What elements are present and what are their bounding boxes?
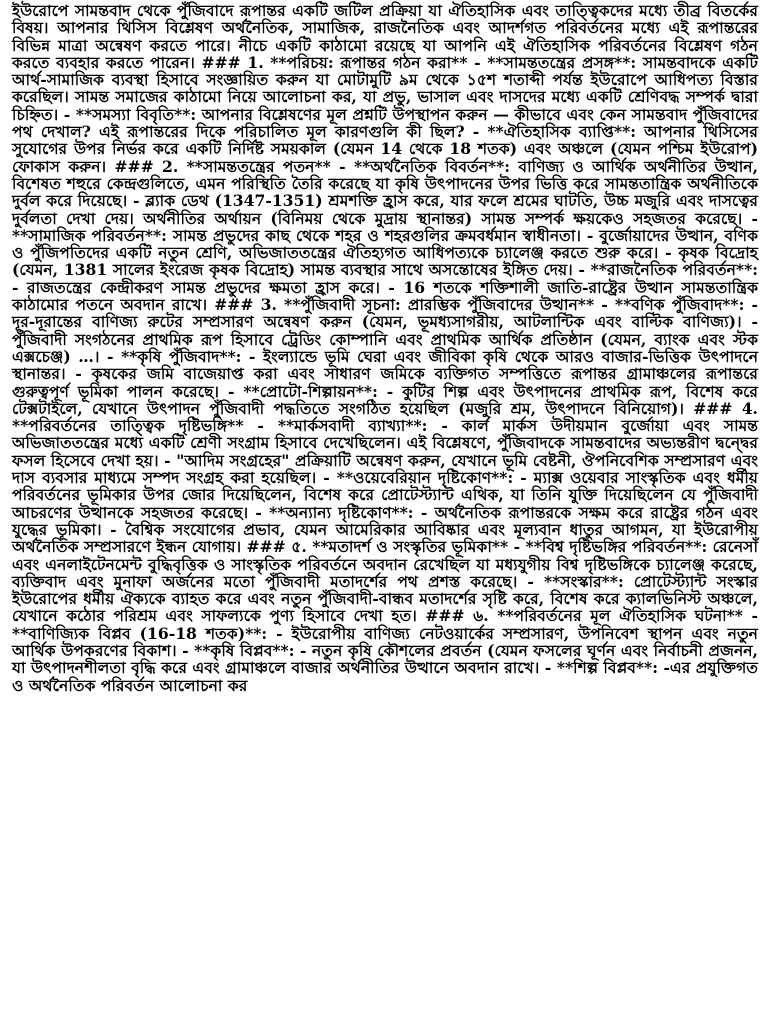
document-body-text: ইউরোপে সামন্তবাদ থেকে পুঁজিবাদে রূপান্তর একটি জটিল প্রক্রিয়া যা ঐতিহাসিক এবং তাত্ত্বিকদের মধ্যে তীব্র বিতর্কের বিষয়। আপনার থিসিস বিশ্লেষণ অর্থনৈতিক, সামাজিক, রাজনৈতিক এবং আদর্শগত পরিবর্তনের মধ্যে এই রূপান্তরের বিভিন্ন মাত্রা অন্বেষণ করতে পারে। নীচে একটি কাঠামো রয়েছে যা আপনি এই ঐতিহাসিক পরিবর্তনের বিশ্লেষণ গঠন করতে ব্যবহার করতে পারেন। ### 1. **পরিচয়: রূপান্তর গঠন করা** - **সামন্ততন্ত্রের প্রসঙ্গ**: সামন্তবাদকে একটি আর্থ-সামাজিক ব্যবস্থা হিসাবে সংজ্ঞায়িত করুন যা মোটামুটি ৯ম থেকে ১৫শ শতাব্দী পর্যন্ত ইউরোপে আধিপত্য বিস্তার করেছিল। সামন্ত সমাজের কাঠামো নিয়ে আলোচনা কর, যা প্রভু, ভাসাল এবং দাসদের মধ্যে একটি শ্রেণিবদ্ধ সম্পর্ক দ্বারা চিহ্নিত। - **সমস্যা বিবৃতি**: আপনার বিশ্লেষণের মূল প্রশ্নটি উপস্থাপন করুন — কীভাবে এবং কেন সামন্তবাদ পুঁজিবাদের পথ দেখাল? এই রূপান্তরের দিকে পরিচালিত মূল কারণগুলি কী ছিল? - **ঐতিহাসিক ব্যাপ্তি**: আপনার থিসিসের সুযোগের উপর নির্ভর করে একটি নির্দিষ্ট সময়কাল (যেমন 14 থেকে 18 শতক) এবং অঞ্চলে (যেমন পশ্চিম ইউরোপ) ফোকাস করুন। ### 2. **সামন্ততন্ত্রের পতন** - **অর্থনৈতিক বিবর্তন**: বাণিজ্য ও আর্থিক অর্থনীতির উত্থান, বিশেষত শহুরে কেন্দ্রগুলিতে, এমন পরিস্থিতি তৈরি করেছে যা কৃষি উৎপাদনের উপর ভিত্তি করে সামন্ততান্ত্রিক অর্থনীতিকে দুর্বল করে দিয়েছে। - ব্ল্যাক ডেথ (1347-1351) শ্রমশক্তি হ্রাস করে, যার ফলে শ্রমের ঘাটতি, উচ্চ মজুরি এবং দাসত্বের দুর্বলতা দেখা দেয়। অর্থনীতির অর্থায়ন (বিনিময় থেকে মুদ্রায় স্থানান্তর) সামন্ত সম্পর্ক ক্ষয়কেও সহজতর করেছে। - **সামাজিক পরিবর্তন**: সামন্ত প্রভুদের কাছ থেকে শহর ও শহরগুলির ক্রমবর্ধমান স্বাধীনতা। - বুর্জোয়াদের উত্থান, বণিক ও পুঁজিপতিদের একটি নতুন শ্রেণি, অভিজাততন্ত্রের ঐতিহ্যগত আধিপত্যকে চ্যালেঞ্জ করতে শুরু করে। - কৃষক বিদ্রোহ (যেমন, 1381 সালের ইংরেজ কৃষক বিদ্রোহ) সামন্ত ব্যবস্থার সাথে অসন্তোষের ইঙ্গিত দেয়। - **রাজনৈতিক পরিবর্তন**: - রাজতন্ত্রের কেন্দ্রীকরণ সামন্ত প্রভুদের ক্ষমতা হ্রাস করে। - 16 শতকে শক্তিশালী জাতি-রাষ্ট্রের উত্থান সামন্ততান্ত্রিক কাঠামোর পতনে অবদান রাখে। ### 3. **পুঁজিবাদী সূচনা: প্রারম্ভিক পুঁজিবাদের উত্থান** - **বণিক পুঁজিবাদ**: - দূর-দূরান্তের বাণিজ্য রুটের সম্প্রসারণ অন্বেষণ করুন (যেমন, ভূমধ্যসাগরীয়, আটলান্টিক এবং বাল্টিক বাণিজ্য)। - পুঁজিবাদী সংগঠনের প্রাথমিক রূপ হিসাবে ট্রেডিং কোম্পানি এবং প্রাথমিক আর্থিক প্রতিষ্ঠান (যেমন, ব্যাংক এবং স্টক এক্সচেঞ্জ) …। - **কৃষি পুঁজিবাদ**: - ইংল্যান্ডে ভূমি ঘেরা এবং জীবিকা কৃষি থেকে আরও বাজার-ভিত্তিক উৎপাদনে স্থানান্তর। - কৃষকের জমি বাজেয়াপ্ত করা এবং সাধারণ জমিকে ব্যক্তিগত সম্পত্তিতে রূপান্তর গ্রামাঞ্চলের রূপান্তরে গুরুত্বপূর্ণ ভূমিকা পালন করেছে। - **প্রোটো-শিল্পায়ন**: - কুটির শিল্প এবং উৎপাদনের প্রাথমিক রূপ, বিশেষ করে টেক্সটাইলে, যেখানে উৎপাদন পুঁজিবাদী পদ্ধতিতে সংগঠিত হয়েছিল (মজুরি শ্রম, উৎপাদনে বিনিয়োগ)। ### 4. **পরিবর্তনের তাত্ত্বিক দৃষ্টিভঙ্গি** - **মার্কসবাদী ব্যাখ্যা**: - কার্ল মার্কস উদীয়মান বুর্জোয়া এবং সামন্ত অভিজাততন্ত্রের মধ্যে একটি শ্রেণী সংগ্রাম হিসাবে দেখেছিলেন। এই বিশ্লেষণে, পুঁজিবাদকে সামন্তবাদের অভ্যন্তরীণ দ্বন্দ্বের ফসল হিসেবে দেখা হয়। - "আদিম সংগ্রহের" প্রক্রিয়াটি অন্বেষণ করুন, যেখানে ভূমি বেষ্টনী, ঔপনিবেশিক সম্প্রসারণ এবং দাস ব্যবসার মাধ্যমে সম্পদ সংগ্রহ করা হয়েছিল। - **ওয়েবেরিয়ান দৃষ্টিকোণ**: - ম্যাক্স ওয়েবার সাংস্কৃতিক এবং ধর্মীয় পরিবর্তনের ভূমিকার উপর জোর দিয়েছিলেন, বিশেষ করে প্রোটেস্ট্যান্ট এথিক, যা তিনি যুক্তি দিয়েছিলেন যে পুঁজিবাদী আচরণের উত্থানকে সহজতর করেছে। - **অন্যান্য দৃষ্টিকোণ**: - অর্থনৈতিক রূপান্তরকে সক্ষম করে রাষ্ট্রের গঠন এবং যুদ্ধের ভূমিকা। - বৈশ্বিক সংযোগের প্রভাব, যেমন আমেরিকার আবিষ্কার এবং মূল্যবান ধাতুর আগমন, যা ইউরোপীয় অর্থনৈতিক সম্প্রসারণে ইন্ধন যোগায়। ### ৫. **মতাদর্শ ও সংস্কৃতির ভূমিকা** - **বিশ্ব দৃষ্টিভঙ্গির পরিবর্তন**: রেনেসাঁ এবং এনলাইটেনমেন্ট বুদ্ধিবৃত্তিক ও সাংস্কৃতিক পরিবর্তনে অবদান রেখেছিল যা মধ্যযুগীয় বিশ্ব দৃষ্টিভঙ্গিকে চ্যালেঞ্জ করেছে, ব্যক্তিবাদ এবং মুনাফা অর্জনের মতো পুঁজিবাদী মতাদর্শের পথ প্রশস্ত করেছে। - **সংস্কার**: প্রোটেস্ট্যান্ট সংস্কার ইউরোপের ধর্মীয় ঐক্যকে ব্যাহত করে এবং নতুন পুঁজিবাদী-বান্ধব মতাদর্শের সৃষ্টি করে, বিশেষ করে ক্যালভিনিস্ট অঞ্চলে, যেখানে কঠোর পরিশ্রম এবং সাফল্যকে পুণ্য হিসাবে দেখা হত। ### ৬. **পরিবর্তনের মূল ঐতিহাসিক ঘটনা** - **বাণিজ্যিক বিপ্লব (16-18 শতক)**: - ইউরোপীয় বাণিজ্য নেটওয়ার্কের সম্প্রসারণ, উপনিবেশ স্থাপন এবং নতুন আর্থিক উপকরণের বিকাশ। - **কৃষি বিপ্লব**: - নতুন কৃষি কৌশলের প্রবর্তন (যেমন ফসলের ঘূর্ণন এবং নির্বাচনী প্রজনন, যা উৎপাদনশীলতা বৃদ্ধি করে এবং গ্রামাঞ্চলে বাজার অর্থনীতির উত্থানে অবদান রাখে। - **শিল্প বিপ্লব**: -এর প্রযুক্তিগত ও অর্থনৈতিক পরিবর্তন আলোচনা কর [12,1,758,695]
